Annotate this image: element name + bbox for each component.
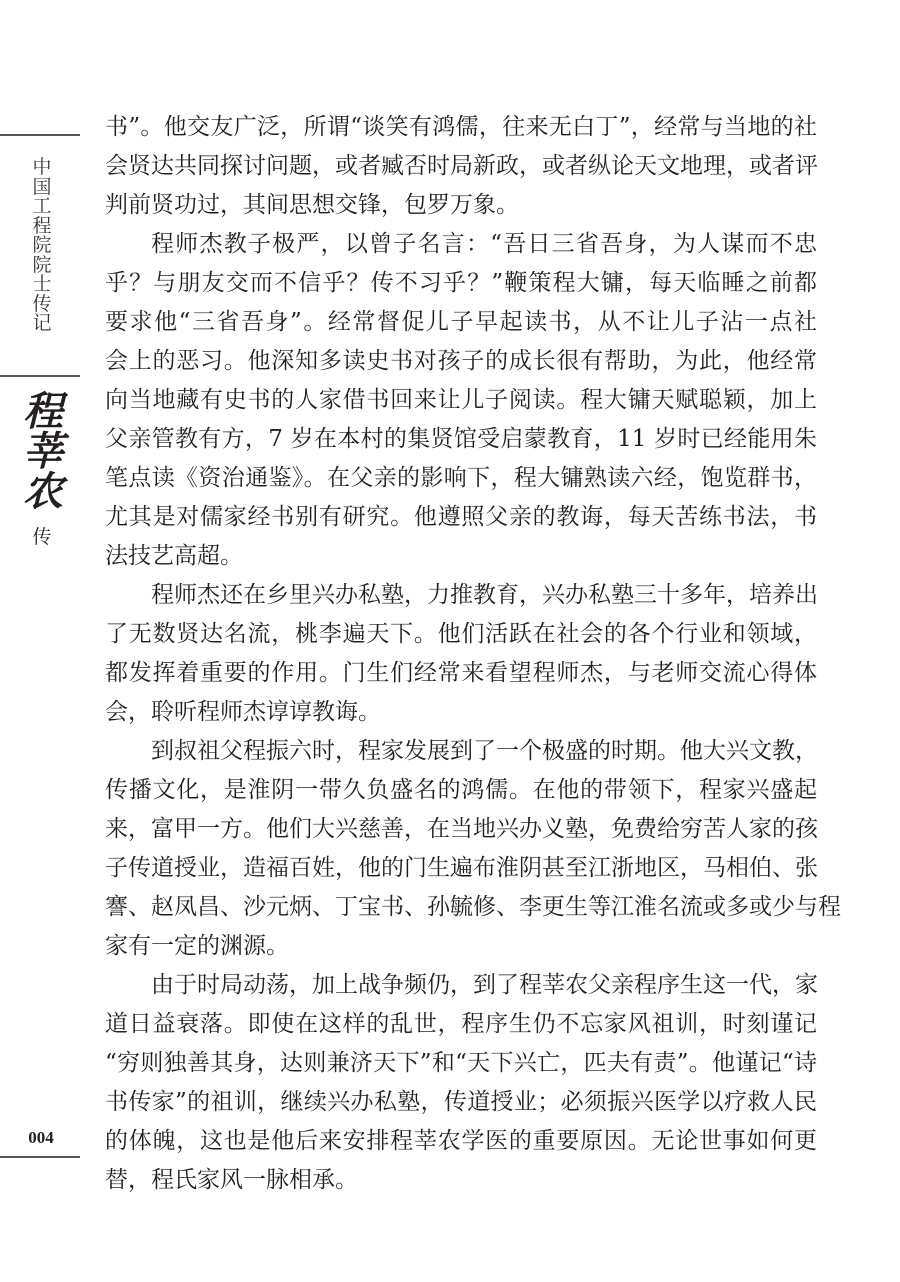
text-line: 了无数贤达名流，桃李遍天下。他们活跃在社会的各个行业和领域， [105,621,817,647]
text-line: 家有一定的渊源。 [105,933,289,959]
sidebar-top-rule [0,134,80,136]
text-line: 謇、赵凤昌、沙元炳、丁宝书、孙毓修、李更生等江淮名流或多或少与程 [105,894,841,920]
text-line: 程师杰还在乡里兴办私塾，力推教育，兴办私塾三十多年，培养出 [151,582,818,608]
text-line: 子传道授业，造福百姓，他的门生遍布淮阴甚至江浙地区，马相伯、张 [105,855,818,881]
text-line: 到叔祖父程振六时，程家发展到了一个极盛的时期。他大兴文教， [151,738,818,764]
sidebar-middle-rule [0,375,80,377]
sidebar-bottom-rule [0,1156,80,1158]
text-line: “穷则独善其身，达则兼济天下”和“天下兴亡，匹夫有责”。他谨记“诗 [105,1050,817,1076]
paragraph [105,225,817,576]
text-line: 书”。他交友广泛，所谓“谈笑有鸿儒，往来无白丁”，经常与当地的社 [105,114,817,140]
text-line: 要求他“三省吾身”。经常督促儿子早起读书，从不让儿子沾一点社 [105,309,817,335]
paragraph [105,108,817,225]
text-line: 的体魄，这也是他后来安排程莘农学医的重要原因。无论世事如何更 [105,1128,817,1154]
text-line: 会上的恶习。他深知多读史书对孩子的成长很有帮助，为此，他经常 [105,348,817,374]
text-line: 父亲管教有方，7 岁在本村的集贤馆受启蒙教育，11 岁时已经能用朱 [105,426,817,452]
text-line: 道日益衰落。即使在这样的乱世，程序生仍不忘家风祖训，时刻谨记 [105,1011,817,1037]
text-line: 程师杰教子极严，以曾子名言：“吾日三省吾身，为人谋而不忠 [151,231,817,257]
text-line: 传播文化，是淮阴一带久负盛名的鸿儒。在他的带领下，程家兴盛起 [105,777,817,803]
paragraph [105,576,817,732]
paragraph [105,966,817,1200]
text-line: 法技艺高超。 [105,543,243,569]
text-line: 替，程氏家风一脉相承。 [105,1167,358,1193]
text-line: 都发挥着重要的作用。门生们经常来看望程师杰，与老师交流心得体 [105,660,817,686]
text-line: 笔点读《资治通鉴》。在父亲的影响下，程大镛熟读六经，饱览群书， [105,465,817,491]
text-line: 判前贤功过，其间思想交锋，包罗万象。 [105,192,519,218]
text-line: 书传家”的祖训，继续兴办私塾，传道授业；必须振兴医学以疗救人民 [105,1089,817,1115]
subject-name: 程 莘 农 [23,388,63,515]
text-line: 由于时局动荡，加上战争频仍，到了程莘农父亲程序生这一代，家 [151,972,818,998]
subject-suffix: 传 [32,526,52,548]
page-number: 004 [28,1128,54,1147]
text-line: 会，聆听程师杰谆谆教诲。 [105,699,381,725]
body-text [105,108,841,1200]
paragraph [105,732,841,966]
text-line: 乎？与朋友交而不信乎？传不习乎？”鞭策程大镛，每天临睡之前都 [105,270,817,296]
text-line: 向当地藏有史书的人家借书回来让儿子阅读。程大镛天赋聪颖，加上 [105,387,817,413]
series-title: 中 国 工 程 院 院 士 传 记 [32,156,52,334]
text-line: 尤其是对儒家经书别有研究。他遵照父亲的教诲，每天苦练书法，书 [105,504,817,530]
text-line: 来，富甲一方。他们大兴慈善，在当地兴办义塾，免费给穷苦人家的孩 [105,816,818,842]
text-line: 会贤达共同探讨问题，或者臧否时局新政，或者纵论天文地理，或者评 [105,153,818,179]
